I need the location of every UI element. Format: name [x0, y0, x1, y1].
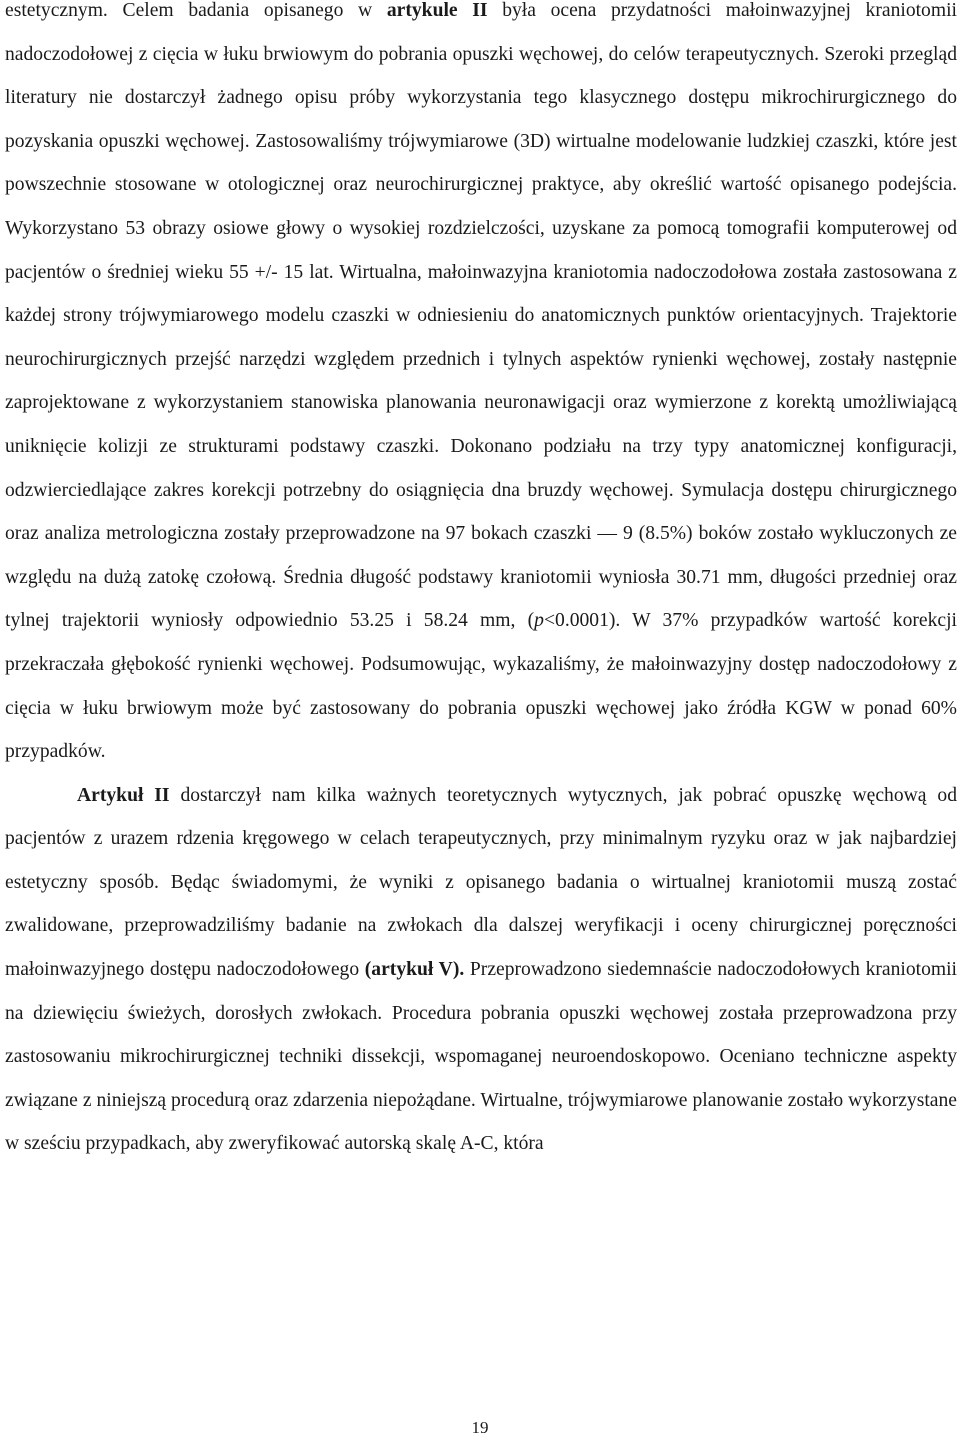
page-number: 19	[471, 1418, 489, 1437]
paragraph1-text-1: estetycznym. Celem badania opisanego w	[5, 0, 387, 21]
document-page	[5, 0, 957, 1166]
paragraph2-text-2: Przeprowadzono siedemnaście nadoczodołowych kraniotomii na dziewięciu świeżych, dorosłych zwłokach. Procedura pobrania opuszki węchowej została przeprowadzona przy zastosowaniu mikrochirurgicznej techniki dissekcji, wspomaganej neuroendoskopowo. Oceniano techniczne aspekty związane z niniejszą procedurą oraz zdarzenia niepożądane. Wirtualne, trójwymiarowe planowanie zostało wykorzystane w sześciu przypadkach, aby zweryfikować autorską skalę A-C, która	[5, 959, 957, 1155]
paragraph-virtual-craniotomy-study	[5, 0, 957, 774]
paragraph2-text-1: dostarczył nam kilka ważnych teoretycznych wytycznych, jak pobrać opuszkę węchową od pacjentów z urazem rdzenia kręgowego w celach terapeutycznych, przy minimalnym ryzyku oraz w jak najbardziej estetyczny sposób. Będąc świadomymi, że wyniki z opisanego badania o wirtualnej kraniotomii muszą zostać zwalidowane, przeprowadziliśmy badanie na zwłokach dla dalszej weryfikacji i oceny chirurgicznej poręczności małoinwazyjnego dostępu nadoczodołowego	[5, 784, 957, 981]
paragraph2-bold-article-ref: Artykuł II	[77, 784, 170, 806]
paragraph-cadaver-study	[5, 774, 957, 1166]
paragraph1-italic-p: p	[534, 610, 544, 632]
paragraph2-bold-article-v: (artykuł V).	[364, 959, 465, 981]
paragraph1-text-3: <0.0001). W 37% przypadków wartość korekcji przekraczała głębokość rynienki węchowej. Podsumowując, wykazaliśmy, że małoinwazyjny dostęp nadoczodołowy z cięcia w łuku brwiowym może być zastosowany do pobrania opuszki węchowej jako źródła KGW w ponad 60% przypadków.	[5, 610, 958, 763]
paragraph1-bold-article-ref: artykule II	[386, 0, 488, 21]
paragraph1-text-2: była ocena przydatności małoinwazyjnej kraniotomii nadoczodołowej z cięcia w łuku brwiowym do pobrania opuszki węchowej, do celów terapeutycznych. Szeroki przegląd literatury nie dostarczył żadnego opisu próby wykorzystania tego klasycznego dostępu mikrochirurgicznego do pozyskania opuszki węchowej. Zastosowaliśmy trójwymiarowe (3D) wirtualne modelowanie ludzkiej czaszki, które jest powszechnie stosowane w otologicznej oraz neurochirurgicznej praktyce, aby określić wartość opisanego podejścia. Wykorzystano 53 obrazy osiowe głowy o wysokiej rozdzielczości, uzyskane za pomocą tomografii komputerowej od pacjentów o średniej wieku 55 +/- 15 lat. Wirtualna, małoinwazyjna kraniotomia nadoczodołowa została zastosowana z każdej strony trójwymiarowego modelu czaszki w odniesieniu do anatomicznych punktów orientacyjnych. Trajektorie neurochirurgicznych przejść narzędzi względem przednich i tylnych aspektów rynienki węchowej, zostały następnie zaprojektowane z wykorzystaniem stanowiska planowania neuronawigacji oraz wymierzone z korektą umożliwiającą uniknięcie kolizji ze strukturami podstawy czaszki. Dokonano podziału na trzy typy anatomicznej konfiguracji, odzwierciedlające zakres korekcji potrzebny do osiągnięcia dna bruzdy węchowej. Symulacja dostępu chirurgicznego oraz analiza metrologiczna zostały przeprowadzone na 97 bokach czaszki — 9 (8.5%) boków zostało wykluczonych ze względu na dużą zatokę czołową. Średnia długość podstawy kraniotomii wyniosła 30.71 mm, długości przedniej oraz tylnej trajektorii wyniosły odpowiednio 53.25 i 58.24 mm, (	[5, 0, 957, 632]
